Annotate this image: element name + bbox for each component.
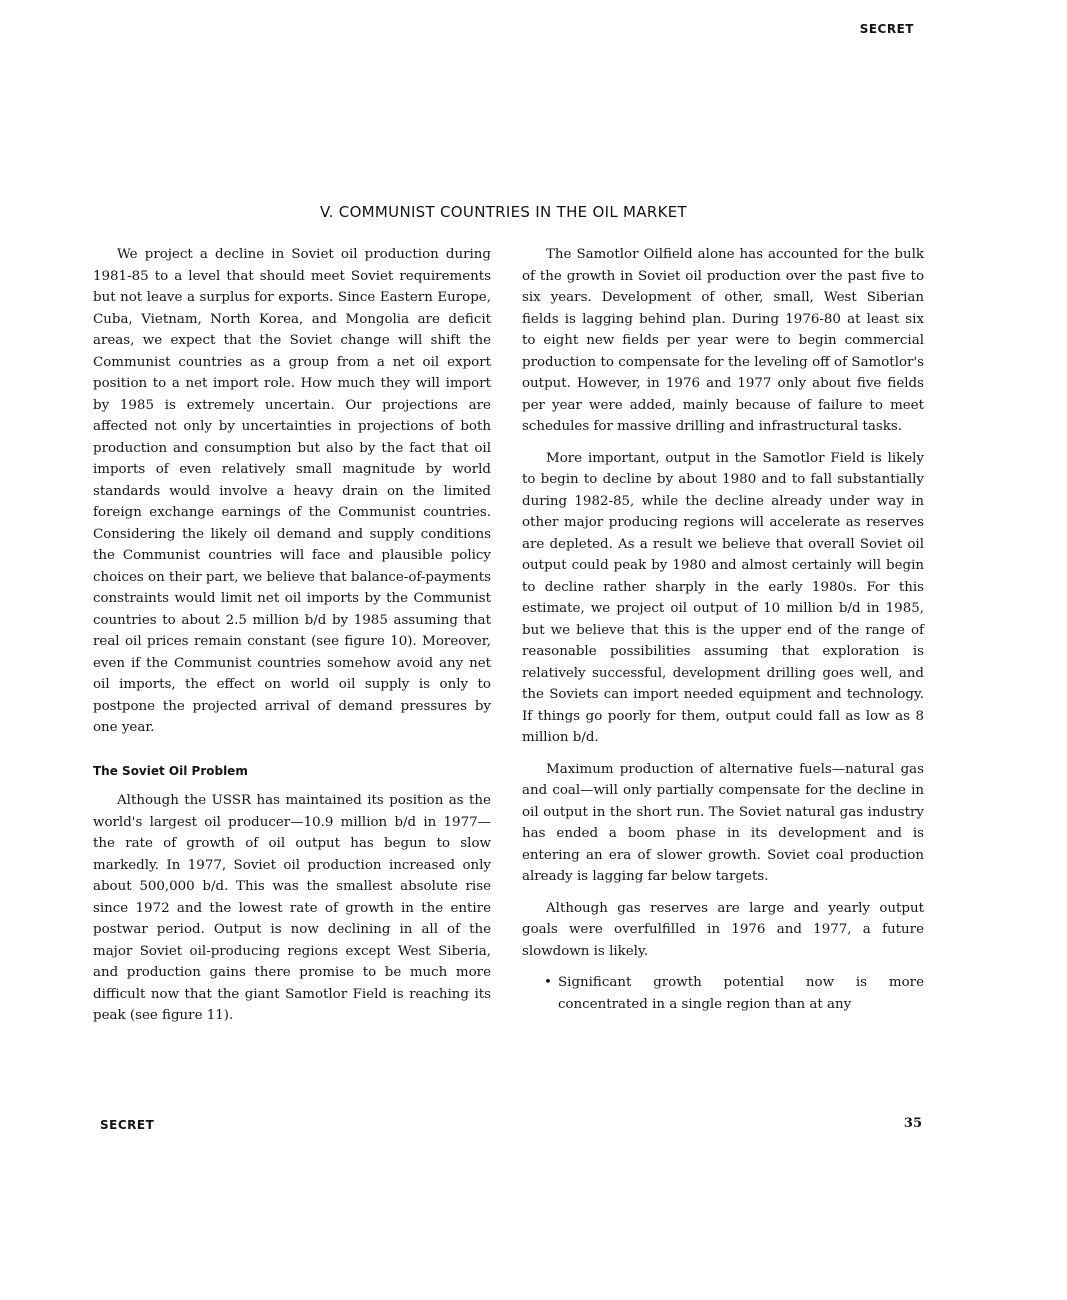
soviet-paragraph: Although the USSR has maintained its position as the world's largest oil producer—10.9 million b/d in 1977—the rate of growth of oil output has begun to slow markedly. In 1977, Soviet oil production increased only about 500,000 b/d. This was the smallest absolute rise since 1972 and the lowest rate of growth in the entire postwar period. Output is now declining in all of the major Soviet oil-producing regions except West Siberia, and production gains there promise to be much more difficult now that the giant Samotlor Field is reaching its peak (see figure 11). [93, 793, 491, 1023]
bullet-item [522, 972, 924, 1015]
right-column [522, 244, 924, 1015]
page-number: 35 [903, 1116, 922, 1131]
bullet-text: Significant growth potential now is more concentrated in a single region than at any [558, 975, 924, 1012]
header-classification: SECRET [859, 22, 914, 36]
bullet-icon: • [544, 975, 552, 990]
alternative-fuels-paragraph: Maximum production of alternative fuels—natural gas and coal—will only partially compensate for the decline in oil output in the short run. The Soviet natural gas industry has ended a boom phase in its development and is entering an era of slower growth. Soviet coal production already is lagging far below targets. [522, 761, 924, 884]
gas-reserves-paragraph: Although gas reserves are large and yearly output goals were overfulfilled in 1976 and 1977, a future slowdown is likely. [522, 900, 924, 959]
decline-paragraph: More important, output in the Samotlor Field is likely to begin to decline by about 1980 and to fall substantially during 1982-85, while the decline already under way in other major producing regions will accelerate as reserves are depleted. As a result we believe that overall Soviet oil output could peak by 1980 and almost certainly will begin to decline rather sharply in the early 1980s. For this estimate, we project oil output of 10 million b/d in 1985, but we believe that this is the upper end of the range of reasonable possibilities assuming that exploration is relatively successful, development drilling goes well, and the Soviets can import needed equipment and technology. If things go poorly for them, output could fall as low as 8 million b/d. [522, 450, 924, 745]
subheading-soviet-oil-problem: The Soviet Oil Problem [93, 763, 248, 778]
left-column [93, 244, 491, 1037]
intro-paragraph: We project a decline in Soviet oil production during 1981-85 to a level that should meet Soviet requirements but not leave a surplus for exports. Since Eastern Europe, Cuba, Vietnam, North Korea, and Mongolia are deficit areas, we expect that the Soviet change will shift the Communist countries as a group from a net oil export position to a net import role. How much they will import by 1985 is extremely uncertain. Our projections are affected not only by uncertainties in projections of both production and consumption but also by the fact that oil imports of even relatively small magnitude by world standards would involve a heavy drain on the limited foreign exchange earnings of the Communist countries. Considering the likely oil demand and supply conditions the Communist countries will face and plausible policy choices on their part, we believe that balance-of-payments constraints would limit net oil imports by the Communist countries to about 2.5 million b/d by 1985 assuming that real oil prices remain constant (see figure 10). Moreover, even if the Communist countries somehow avoid any net oil imports, the effect on world oil supply is only to postpone the projected arrival of demand pressures by one year. [93, 247, 491, 735]
section-title: V. COMMUNIST COUNTRIES IN THE OIL MARKET [320, 203, 687, 221]
samotlor-paragraph: The Samotlor Oilfield alone has accounted for the bulk of the growth in Soviet oil production over the past five to six years. Development of other, small, West Siberian fields is lagging behind plan. During 1976-80 at least six to eight new fields per year were to begin commercial production to compensate for the leveling off of Samotlor's output. However, in 1976 and 1977 only about five fields per year were added, mainly because of failure to meet schedules for massive drilling and infrastructural tasks. [522, 247, 924, 434]
footer-classification: SECRET [100, 1118, 155, 1132]
